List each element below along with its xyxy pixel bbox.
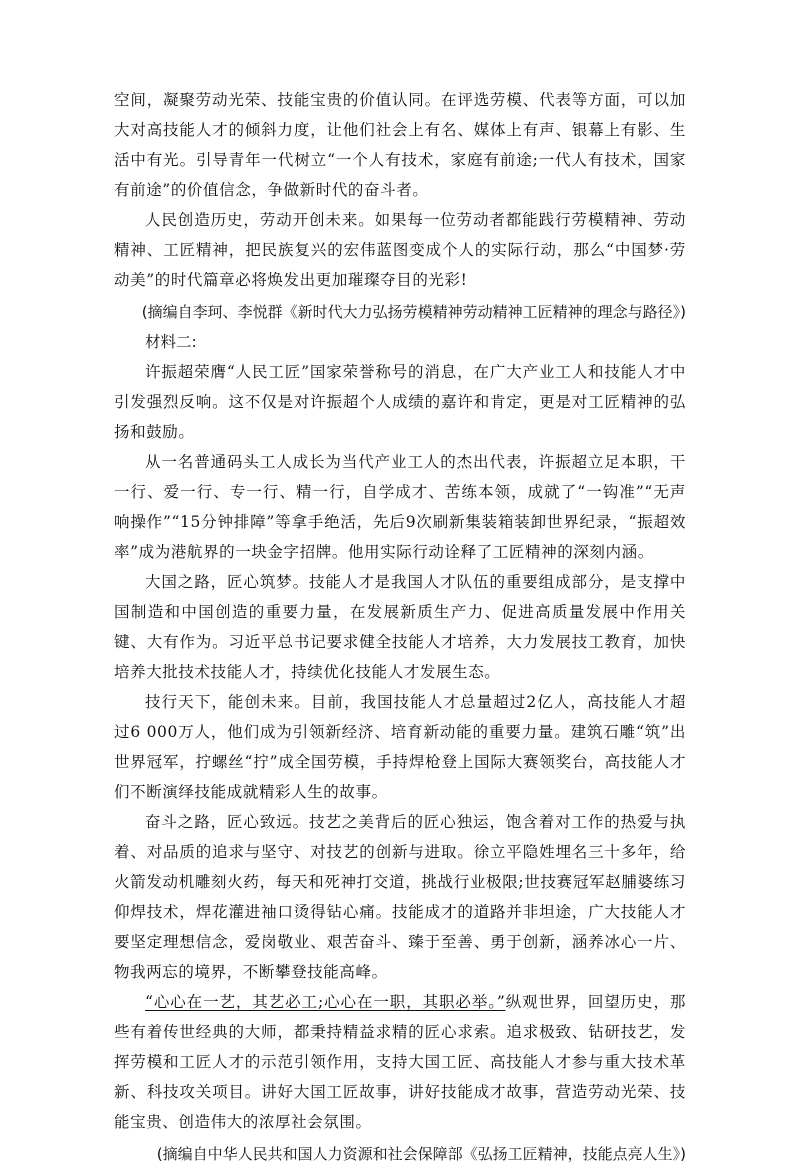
material-2-paragraph-2: 从一名普通码头工人成长为当代产业工人的杰出代表，许振超立足本职，干一行、爱一行、专一行、精一行，自学成才、苦练本领，成就了“一钩准”“无声响操作”“15分钟排障”等拿手绝活，先后9次刷新集装箱装卸世界纪录，“振超效率”成为港航界的一块金字招牌。他用实际行动诠释了工匠精神的深刻内涵。 [114, 453, 686, 561]
material-2-paragraph-6 [114, 987, 686, 1137]
paragraph-6-text: 纵观世界，回望历史，那些有着传世经典的大师，都秉持精益求精的匠心求索。追求极致、钻研技艺，发挥劳模和工匠人才的示范引领作用，支持大国工匠、高技能人才参与重大技术革新、科技攻关项目。讲好大国工匠故事，讲好技能成才故事，营造劳动光荣、技能宝贵、创造伟大的浓厚社会氛围。 [114, 993, 686, 1131]
material-2-paragraph-3: 大国之路，匠心筑梦。技能人才是我国人才队伍的重要组成部分，是支撑中国制造和中国创造的重要力量，在发展新质生产力、促进高质量发展中作用关键、大有作为。习近平总书记要求健全技能人才培养，大力发展技工教育，加快培养大批技术技能人才，持续优化技能人才发展生态。 [114, 573, 686, 681]
material-2-paragraph-4: 技行天下，能创未来。目前，我国技能人才总量超过2亿人，高技能人才超过6 000万人，他们成为引领新经济、培育新动能的重要力量。建筑石雕“筑”出世界冠军，拧螺丝“拧”成全国劳模，手持焊枪登上国际大赛领奖台，高技能人才们不断演绎技能成就精彩人生的故事。 [114, 693, 686, 801]
source-citation-2: (摘编自中华人民共和国人力资源和社会保障部《弘扬工匠精神，技能点亮人生》) [156, 1145, 686, 1163]
material-2-paragraph-1: 许振超荣膺“人民工匠”国家荣誉称号的消息，在广大产业工人和技能人才中引发强烈反响。这不仅是对许振超个人成绩的嘉许和肯定，更是对工匠精神的弘扬和鼓励。 [114, 363, 686, 441]
source-citation-1: (摘编自李珂、李悦群《新时代大力弘扬劳模精神劳动精神工匠精神的理念与路径》) [141, 303, 686, 321]
paragraph-conclusion: 人民创造历史，劳动开创未来。如果每一位劳动者都能践行劳模精神、劳动精神、工匠精神，把民族复兴的宏伟蓝图变成个人的实际行动，那么“中国梦·劳动美”的时代篇章必将焕发出更加璀璨夺目的光彩! [114, 211, 686, 289]
material-2-label: 材料二: [145, 333, 197, 351]
underlined-quote: “心心在一艺，其艺必工;心心在一职，其职必举。” [145, 993, 506, 1011]
material-2-paragraph-5: 奋斗之路，匠心致远。技艺之美背后的匠心独运，饱含着对工作的热爱与执着、对品质的追求与坚守、对技艺的创新与进取。徐立平隐姓埋名三十多年，给火箭发动机雕刻火药，每天和死神打交道，挑战行业极限;世技赛冠军赵脯婆练习仰焊技术，焊花灌进袖口烫得钻心痛。技能成才的道路并非坦途，广大技能人才要坚定理想信念，爱岗敬业、艰苦奋斗、臻于至善、勇于创新，涵养冰心一片、物我两忘的境界，不断攀登技能高峰。 [114, 813, 686, 981]
document-page [114, 85, 686, 1169]
paragraph-continuation: 空间，凝聚劳动光荣、技能宝贵的价值认同。在评选劳模、代表等方面，可以加大对高技能人才的倾斜力度，让他们社会上有名、媒体上有声、银幕上有影、生活中有光。引导青年一代树立“一个人有技术，家庭有前途;一代人有技术，国家有前途”的价值信念，争做新时代的奋斗者。 [114, 91, 686, 199]
